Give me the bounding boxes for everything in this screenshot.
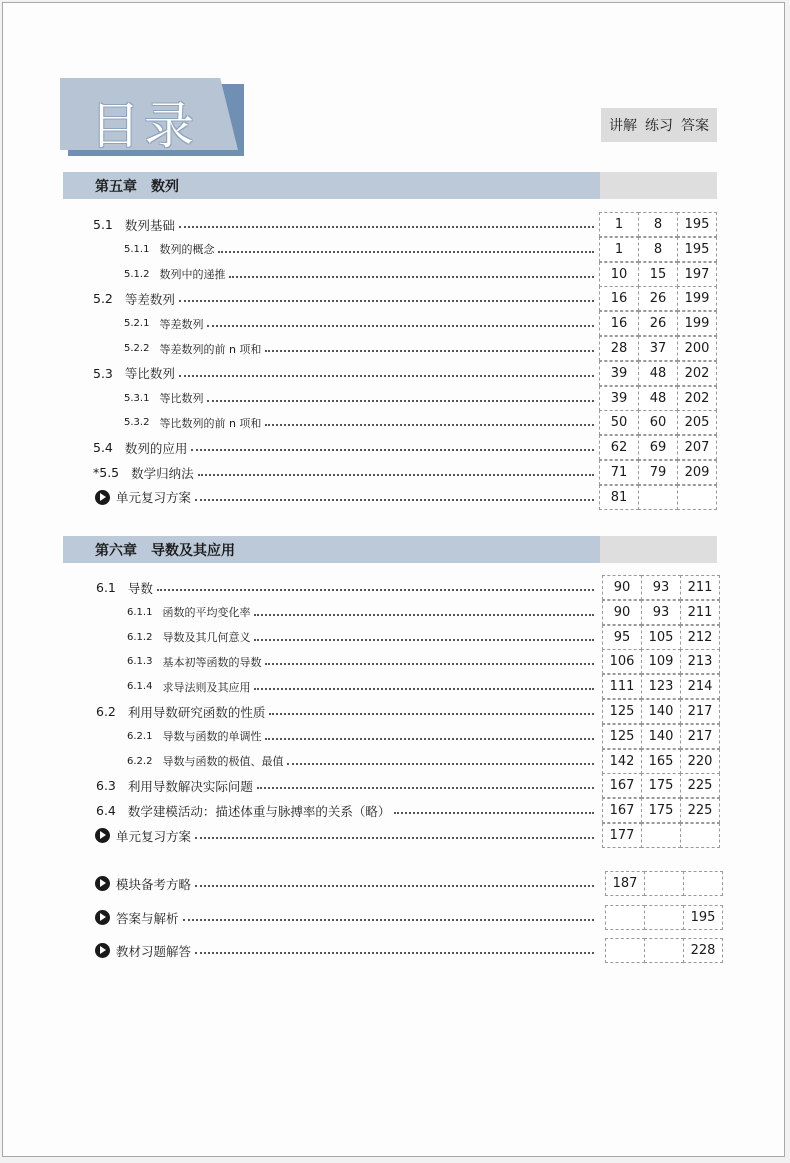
toc-extra-row[interactable] [0,938,790,963]
toc-row[interactable] [0,625,790,650]
section-number: 6.1.4 [127,681,153,693]
page-answer: 225 [680,798,720,823]
chapter-heading-tail [600,536,717,563]
section-title: 数学归纳法 [131,465,194,481]
page-answer: 212 [680,625,720,650]
chapter-number: 第五章 [95,178,137,195]
arrow-right-icon [95,910,110,925]
toc-extra-row[interactable] [0,905,790,930]
section-title: 数学建模活动：描述体重与脉搏率的关系（略） [127,803,391,819]
page-answer: 225 [680,773,720,798]
page-practice: 69 [638,435,678,460]
chapter-heading-label [63,536,600,563]
toc-row-label [124,262,225,287]
section-title: 利用导数研究函数的性质 [127,704,266,720]
page-number-cells [599,386,716,411]
page-number-cells [602,724,719,749]
page-lecture [605,938,645,963]
section-number: 6.1 [96,580,116,595]
toc-row[interactable] [0,749,790,774]
section-title: 导数与函数的极值、最值 [162,755,284,769]
toc-row-label [95,905,179,930]
page-number-cells [602,699,719,724]
toc-row[interactable] [0,336,790,361]
page-answer: 202 [677,386,717,411]
page-lecture: 1 [599,237,639,262]
page-practice [644,905,684,930]
leader-dots [207,400,594,402]
toc-row[interactable] [0,600,790,625]
page-answer: 195 [677,237,717,262]
toc-row-label [124,311,203,336]
section-title: 单元复习方案 [116,828,192,844]
section-title: 求导法则及其应用 [162,680,251,694]
page-practice: 175 [641,798,681,823]
page-practice: 79 [638,460,678,485]
section-title: 数列中的递推 [159,268,226,282]
leader-dots [265,424,594,426]
section-title: 导数及其几何意义 [162,631,251,645]
page-practice [644,938,684,963]
section-number: 5.4 [93,440,113,456]
toc-row-label [127,724,261,749]
toc-row-label [96,575,153,600]
toc-row-label [127,625,250,650]
leader-dots [195,837,594,839]
page-number-cells [602,823,719,848]
toc-row[interactable] [0,237,790,262]
leader-dots [207,325,594,327]
toc-row-label [124,336,261,361]
section-title: 数列的应用 [124,440,188,456]
page-practice: 123 [641,674,681,699]
page-number-cells [599,361,716,386]
section-number: 5.2 [93,291,113,307]
toc-row-label [127,649,261,674]
page-number-cells [599,262,716,287]
page-practice: 8 [638,212,678,237]
toc-row-label [95,485,191,510]
page-lecture: 16 [599,311,639,336]
section-title: 等差数列的前 n 项和 [159,342,262,356]
section-title: 函数的平均变化率 [162,606,251,620]
page-answer: 199 [677,311,717,336]
page-practice: 105 [641,625,681,650]
toc-row-label [96,699,265,724]
section-number: 6.2.2 [127,755,153,767]
section-title: 模块备考方略 [116,876,192,892]
leader-dots [183,919,594,921]
section-number: 5.3.2 [124,417,150,429]
section-title: 基本初等函数的导数 [162,655,262,669]
page-number-cells [599,485,716,510]
page-practice [641,823,681,848]
leader-dots [257,787,594,789]
chapter-heading [63,536,717,563]
section-title: 等差数列 [124,291,175,307]
section-title: 数列基础 [124,217,175,233]
chapter-heading-tail [600,172,717,199]
page-practice: 93 [641,600,681,625]
section-number: 6.3 [96,778,116,794]
page-lecture: 62 [599,435,639,460]
section-number: 6.1.1 [127,606,153,618]
leader-dots [254,614,594,616]
page-answer: 195 [677,212,717,237]
toc-row-label [93,361,175,386]
page-lecture: 95 [602,625,642,650]
toc-extra-row[interactable] [0,871,790,896]
column-header-practice: 练习 [645,118,673,134]
toc-row[interactable] [0,773,790,798]
page-answer: 217 [680,724,720,749]
section-title: 等比数列的前 n 项和 [159,416,262,430]
page-lecture: 167 [602,798,642,823]
toc-row-label [124,410,261,435]
page-answer: 207 [677,435,717,460]
page-lecture: 50 [599,410,639,435]
chapter-heading [63,172,717,199]
page-lecture: 71 [599,460,639,485]
toc-row-label [124,386,203,411]
toc-row-label [93,460,194,485]
page-practice: 48 [638,386,678,411]
page-practice: 175 [641,773,681,798]
page-number-cells [605,905,722,930]
toc-row-label [93,212,175,237]
toc-row-label [95,871,191,896]
title-block [60,78,244,156]
toc-row-label [93,286,175,311]
page-practice: 109 [641,649,681,674]
page-number-cells [602,749,719,774]
toc-row[interactable] [0,410,790,435]
leader-dots [265,738,594,740]
column-header-lecture: 讲解 [609,118,637,134]
page-practice: 26 [638,311,678,336]
toc-row[interactable] [0,435,790,460]
page-lecture: 39 [599,386,639,411]
page-practice: 140 [641,724,681,749]
toc-row[interactable] [0,674,790,699]
page-answer: 202 [677,361,717,386]
toc-row-label [127,749,283,774]
page-practice: 15 [638,262,678,287]
page-answer: 217 [680,699,720,724]
section-number: 6.2.1 [127,730,153,742]
leader-dots [157,589,594,591]
page-number-cells [602,798,719,823]
leader-dots [218,251,594,253]
page-lecture: 167 [602,773,642,798]
page-number-cells [599,410,716,435]
toc-row-label [127,674,250,699]
page-number-cells [605,938,722,963]
leader-dots [265,663,594,665]
page-lecture: 81 [599,485,639,510]
section-title: 等比数列 [124,366,175,382]
page-answer: 214 [680,674,720,699]
section-number: 6.1.3 [127,656,153,668]
leader-dots [254,639,594,641]
page-lecture: 125 [602,724,642,749]
toc-row[interactable] [0,386,790,411]
leader-dots [191,449,594,451]
page-lecture [605,905,645,930]
arrow-right-icon [95,490,110,505]
page-number-cells [602,575,719,600]
page-lecture: 125 [602,699,642,724]
leader-dots [287,763,594,765]
page-number-cells [599,237,716,262]
leader-dots [229,276,594,278]
page-practice: 140 [641,699,681,724]
page-lecture: 142 [602,749,642,774]
leader-dots [254,688,594,690]
page-answer: 205 [677,410,717,435]
leader-dots [265,350,594,352]
page-answer [683,871,723,896]
page-number-cells [599,311,716,336]
page-title: 目录 [90,97,198,155]
section-number: 6.1.2 [127,631,153,643]
leader-dots [195,499,594,501]
section-title: 教材习题解答 [116,943,192,959]
page-answer: 228 [683,938,723,963]
arrow-right-icon [95,876,110,891]
page-lecture: 177 [602,823,642,848]
toc-row[interactable] [0,724,790,749]
page-number-cells [602,773,719,798]
section-title: 等比数列 [159,392,204,406]
section-number: 5.1.2 [124,268,150,280]
section-number: 6.4 [96,803,116,819]
toc-row[interactable] [0,485,790,510]
page-practice: 165 [641,749,681,774]
section-number: 5.2.2 [124,343,150,354]
page-lecture: 10 [599,262,639,287]
leader-dots [179,226,594,228]
page-answer: 195 [683,905,723,930]
page-lecture: 16 [599,286,639,311]
chapter-heading-label [63,172,600,199]
chapter-name: 数列 [151,178,179,195]
page-number-cells [605,871,722,896]
toc-row[interactable] [0,460,790,485]
section-title: 利用导数解决实际问题 [127,778,253,794]
section-number: 5.3.1 [124,392,150,404]
page-answer: 199 [677,286,717,311]
page-number-cells [602,674,719,699]
page-number-cells [599,286,716,311]
page-answer: 209 [677,460,717,485]
page-lecture: 28 [599,336,639,361]
toc-row[interactable] [0,699,790,724]
page-lecture: 90 [602,600,642,625]
page-number-cells [602,625,719,650]
column-header-answer: 答案 [681,118,709,134]
toc-row[interactable] [0,361,790,386]
toc-row[interactable] [0,212,790,237]
chapter-number: 第六章 [95,542,137,559]
page-practice [644,871,684,896]
toc-row-label [127,600,250,625]
page-lecture: 1 [599,212,639,237]
toc-row[interactable] [0,823,790,848]
section-title: 单元复习方案 [116,490,192,506]
arrow-right-icon [95,943,110,958]
column-header [601,108,717,142]
section-title: 答案与解析 [116,910,179,926]
page-number-cells [599,336,716,361]
page-answer: 220 [680,749,720,774]
toc-row-label [95,938,191,963]
page-answer: 197 [677,262,717,287]
toc-row[interactable] [0,286,790,311]
page-answer [677,485,717,510]
page-practice: 26 [638,286,678,311]
page-lecture: 111 [602,674,642,699]
section-title: 导数 [127,580,153,596]
page-answer: 200 [677,336,717,361]
toc-row-label [96,798,390,823]
toc-row-label [95,823,191,848]
leader-dots [195,885,594,887]
toc-row[interactable] [0,311,790,336]
leader-dots [195,952,594,954]
page-number-cells [599,460,716,485]
toc-row-label [93,435,187,460]
leader-dots [179,375,594,377]
page-practice: 60 [638,410,678,435]
page-lecture: 90 [602,575,642,600]
page-practice: 8 [638,237,678,262]
page-number-cells [599,435,716,460]
section-number: 5.3 [93,365,113,381]
page-practice [638,485,678,510]
page-answer: 213 [680,649,720,674]
chapter-name: 导数及其应用 [151,542,235,559]
section-title: 导数与函数的单调性 [162,730,262,744]
section-title: 数列的概念 [159,243,215,257]
page-number-cells [602,600,719,625]
page-lecture: 106 [602,649,642,674]
page-number-cells [602,649,719,674]
section-number: 5.1 [93,217,113,232]
toc-row-label [96,773,253,798]
leader-dots [269,713,594,715]
page-lecture: 39 [599,361,639,386]
page-number-cells [599,212,716,237]
section-title: 等差数列 [159,317,204,331]
toc-row-label [124,237,214,262]
page-answer: 211 [680,575,720,600]
page-practice: 93 [641,575,681,600]
section-number: *5.5 [93,465,120,480]
page-lecture: 187 [605,871,645,896]
section-number: 5.2.1 [124,318,150,330]
toc-row[interactable] [0,649,790,674]
page-answer [680,823,720,848]
section-number: 5.1.1 [124,243,150,255]
section-number: 6.2 [96,704,116,719]
toc-row[interactable] [0,262,790,287]
page-practice: 48 [638,361,678,386]
toc-row[interactable] [0,798,790,823]
page-practice: 37 [638,336,678,361]
leader-dots [179,300,594,302]
arrow-right-icon [95,828,110,843]
leader-dots [198,474,594,476]
toc-row[interactable] [0,575,790,600]
page-answer: 211 [680,600,720,625]
leader-dots [394,812,594,814]
